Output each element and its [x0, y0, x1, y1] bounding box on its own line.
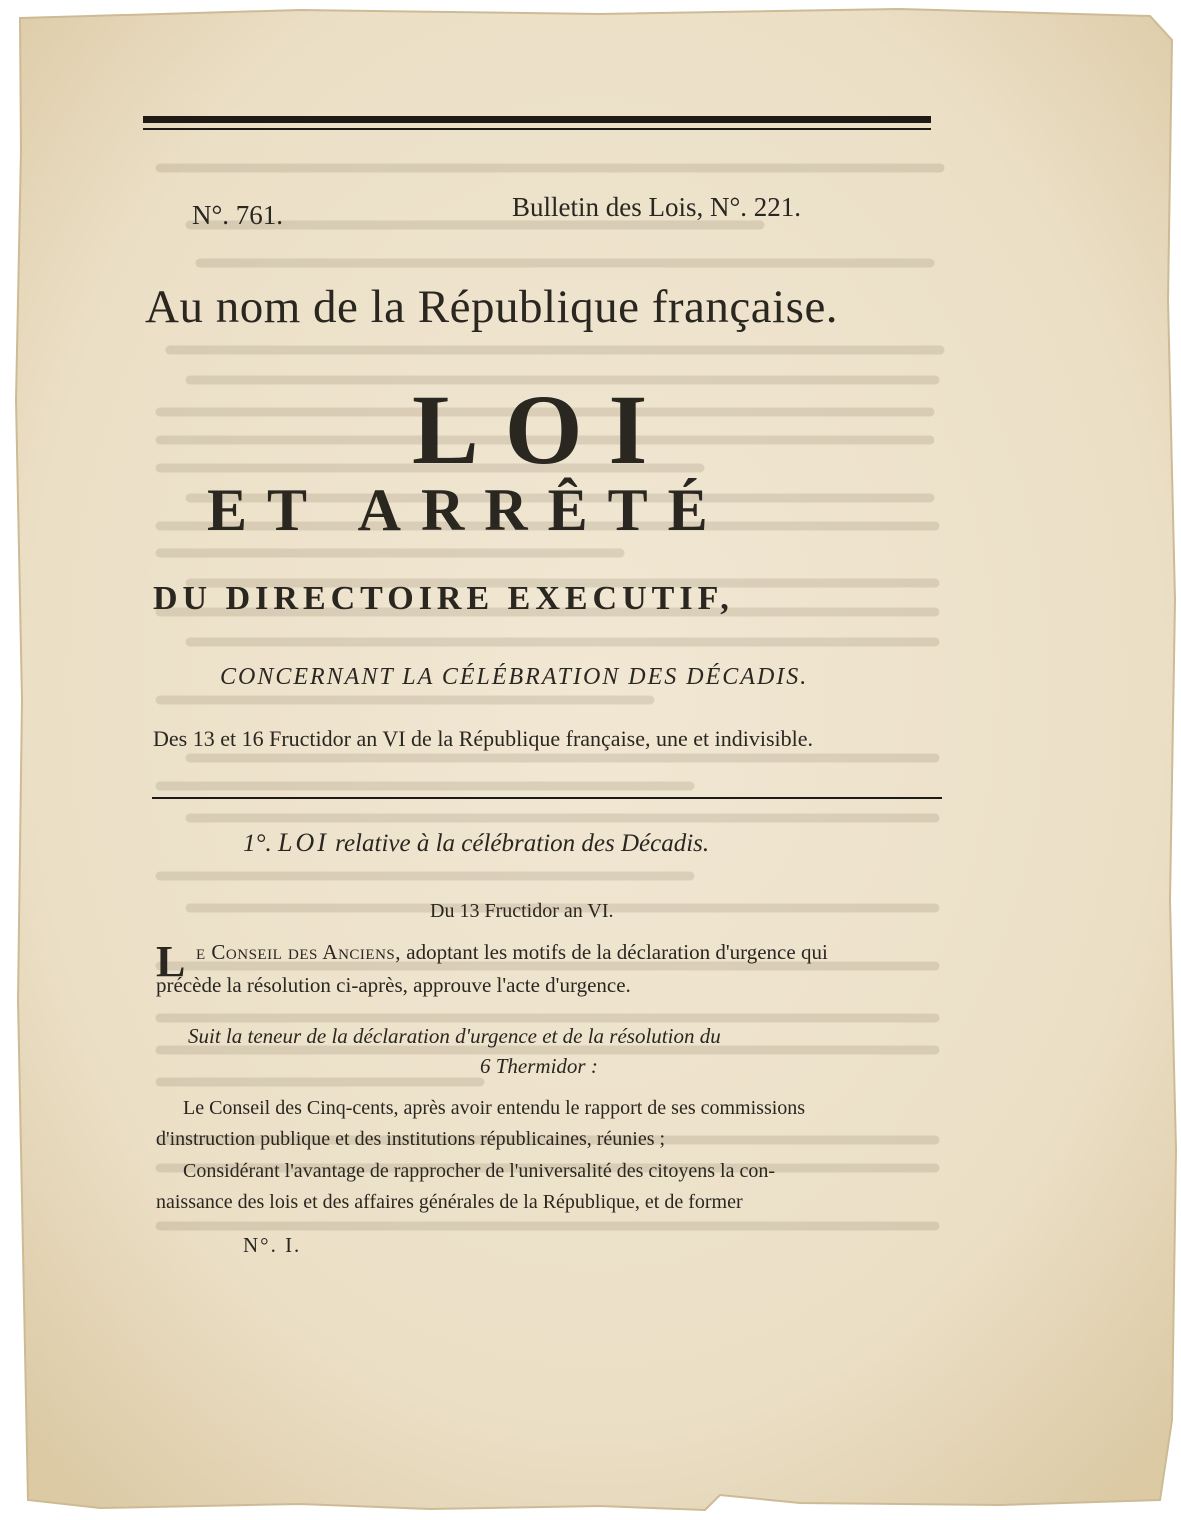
et-arrete-heading: ET ARRÊTÉ — [207, 477, 728, 543]
paragraph-2-line-1: Le Conseil des Cinq-cents, après avoir entendu le rapport de ses commissions — [183, 1097, 806, 1119]
paragraph-1-line-2: précède la résolution ci-après, approuve l'acte d'urgence. — [156, 973, 631, 997]
paragraph-1-line-1-rest: adoptant les motifs de la déclaration d'urgence qui — [401, 940, 828, 964]
suit-line-1: Suit la teneur de la déclaration d'urgence et de la résolution du — [188, 1024, 721, 1048]
loi-heading: LOI — [412, 374, 674, 485]
top-rule-thin — [143, 128, 931, 130]
law-date: Du 13 Fructidor an VI. — [430, 900, 614, 922]
conseil-des-anciens: e Conseil des Anciens, — [196, 940, 402, 964]
drop-cap: L — [156, 937, 186, 986]
law-name: LOI — [278, 828, 329, 857]
law-prefix: 1°. — [243, 830, 272, 857]
bulletin-number: Bulletin des Lois, N°. 221. — [512, 192, 802, 222]
invocation-heading: Au nom de la République française. — [145, 281, 839, 333]
top-rule-thick — [143, 116, 931, 123]
suit-line-2: 6 Thermidor : — [480, 1054, 598, 1078]
subject-heading: CONCERNANT LA CÉLÉBRATION DES DÉCADIS. — [220, 664, 809, 690]
paragraph-1-line-1 — [196, 940, 828, 965]
folio-mark: N°. I. — [243, 1233, 302, 1257]
paragraph-3-line-1: Considérant l'avantage de rapprocher de l'universalité des citoyens la con- — [183, 1160, 775, 1182]
law-subject: relative à la célébration des Décadis. — [335, 830, 710, 857]
directoire-heading: DU DIRECTOIRE EXECUTIF, — [153, 580, 734, 617]
dates-line: Des 13 et 16 Fructidor an VI de la République française, une et indivisible. — [153, 726, 814, 751]
paragraph-2-line-2: d'instruction publique et des institutions républicaines, réunies ; — [156, 1128, 666, 1150]
paragraph-3-line-2: naissance des lois et des affaires générales de la République, et de former — [156, 1191, 743, 1213]
document-number: N°. 761. — [192, 200, 284, 230]
law-title — [243, 828, 709, 858]
section-rule — [152, 797, 942, 799]
